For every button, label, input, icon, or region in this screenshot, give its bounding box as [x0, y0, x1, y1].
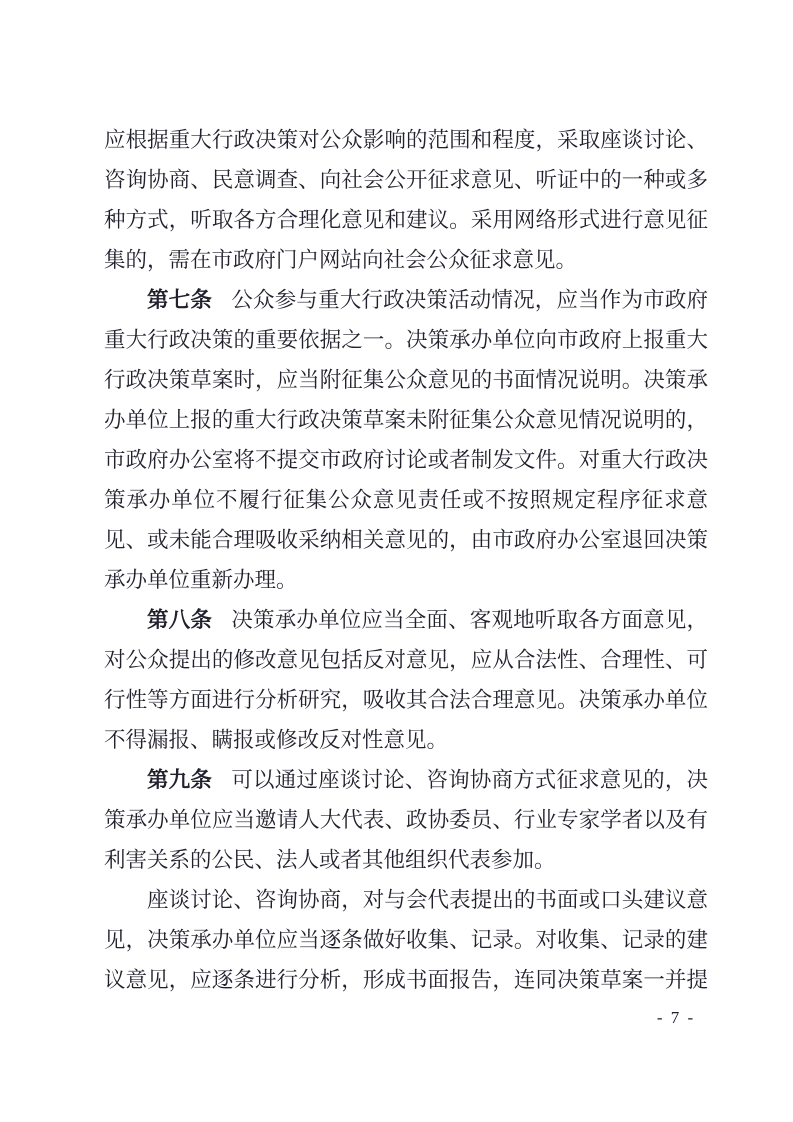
text-line: 不得漏报、瞒报或修改反对性意见。 [104, 728, 449, 752]
text-line: 第九条 可以通过座谈讨论、咨询协商方式征求意见的，决 [147, 768, 708, 792]
text-line: 见、或未能合理吸收采纳相关意见的，由市政府办公室退回决策 [104, 528, 708, 552]
text-line: 议意见，应逐条进行分析，形成书面报告，连同决策草案一并提 [104, 968, 708, 992]
text-line: 第八条 决策承办单位应当全面、客观地听取各方面意见， [147, 608, 708, 632]
text-line: 种方式，听取各方合理化意见和建议。采用网络形式进行意见征 [104, 208, 708, 232]
text-line: 策承办单位不履行征集公众意见责任或不按照规定程序征求意 [104, 488, 708, 512]
article-number: 第九条 [147, 768, 213, 792]
text-line: 第七条 公众参与重大行政决策活动情况，应当作为市政府 [147, 288, 708, 312]
document-body [104, 120, 708, 1000]
text-line: 重大行政决策的重要依据之一。决策承办单位向市政府上报重大 [104, 328, 708, 352]
text-line: 办单位上报的重大行政决策草案未附征集公众意见情况说明的， [104, 408, 708, 432]
text-line: 行政决策草案时，应当附征集公众意见的书面情况说明。决策承 [104, 368, 708, 392]
text-line: 对公众提出的修改意见包括反对意见，应从合法性、合理性、可 [104, 648, 708, 672]
article-number: 第八条 [147, 608, 213, 632]
text-line: 集的，需在市政府门户网站向社会公众征求意见。 [104, 248, 578, 272]
text-line: 见，决策承办单位应当逐条做好收集、记录。对收集、记录的建 [104, 928, 708, 952]
text-line: 承办单位重新办理。 [104, 568, 298, 592]
text-line: 市政府办公室将不提交市政府讨论或者制发文件。对重大行政决 [104, 448, 708, 472]
text-line: 利害关系的公民、法人或者其他组织代表参加。 [104, 848, 556, 872]
article-number: 第七条 [147, 288, 213, 312]
text-line: 咨询协商、民意调查、向社会公开征求意见、听证中的一种或多 [104, 168, 708, 192]
text-line: 策承办单位应当邀请人大代表、政协委员、行业专家学者以及有 [104, 808, 708, 832]
text-line: 座谈讨论、咨询协商，对与会代表提出的书面或口头建议意 [147, 888, 708, 912]
text-line: 应根据重大行政决策对公众影响的范围和程度，采取座谈讨论、 [104, 128, 708, 152]
text-line: 行性等方面进行分析研究，吸收其合法合理意见。决策承办单位 [104, 688, 708, 712]
page-number: - 7 - [656, 1008, 696, 1027]
